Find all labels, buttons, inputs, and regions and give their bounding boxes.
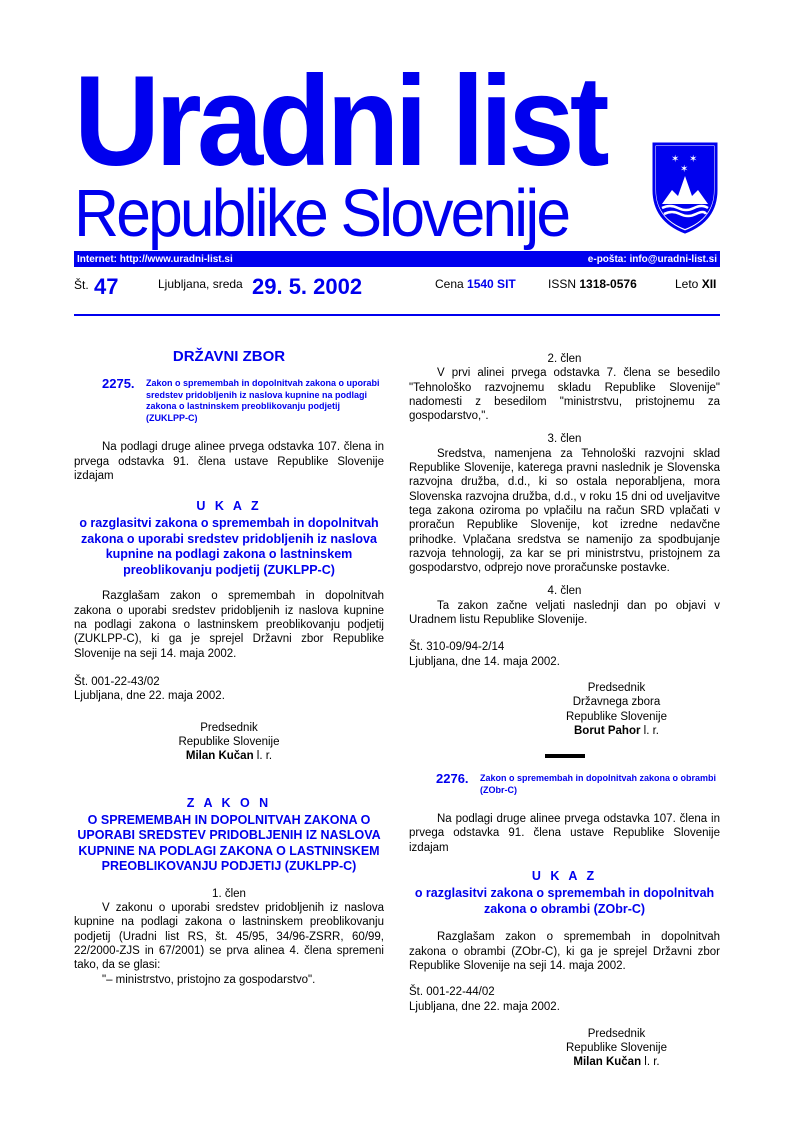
decree-subheading: o razglasitvi zakona o spremembah in dopolnitvah zakona o uporabi sredstev pridobljenih iz naslova kupnine na podlagi zakona o lastninskem preoblikovanju podjetij (ZUKLPP-C) [79, 516, 379, 577]
masthead-title: Uradni list [74, 50, 605, 193]
issue-st-label: Št. [74, 278, 89, 292]
header-divider [74, 314, 720, 316]
signature-suffix: l. r. [253, 750, 273, 763]
signature-name: Borut Pahor [574, 724, 641, 737]
coat-of-arms-icon [650, 140, 720, 234]
decree-heading: U K A Z [196, 499, 262, 514]
proclamation-paragraph: Razglašam zakon o spremembah in dopolnitvah zakona o uporabi sredstev pridobljenih iz naslova kupnine na podlagi zakona o lastninskem preoblikovanju podjetij (ZUKLPP-C), ki ga je sprejel Državni zbor Republike Slovenije na seji 14. maja 2002. [74, 590, 384, 660]
act-heading [409, 771, 720, 796]
signature-block [74, 721, 384, 764]
issn-label: ISSN [548, 277, 577, 291]
email-link[interactable]: e-pošta: info@uradni-list.si [587, 253, 717, 265]
reference-number: Št. 310-09/94-2/14 [409, 641, 505, 654]
reference-date: Ljubljana, dne 14. maja 2002. [409, 655, 560, 668]
law-subheading: O SPREMEMBAH IN DOPOLNITVAH ZAKONA O UPORABI SREDSTEV PRIDOBLJENIH IZ NASLOVA KUPNINE NA PODLAGI ZAKONA O LASTNINSKEM PREOBLIKOVANJU PODJETIJ (ZUKLPP-C) [77, 812, 381, 874]
issue-place-day: Ljubljana, sreda [158, 277, 243, 291]
act-title: Zakon o spremembah in dopolnitvah zakona o uporabi sredstev pridobljenih iz naslova kupnine na podlagi zakona o lastninskem preoblikovanju podjetij (ZUKLPP-C) [146, 378, 380, 423]
issue-number: 47 [94, 274, 119, 299]
article-3-text: Sredstva, namenjena za Tehnološki razvojni sklad Republike Slovenije, katerega pravni naslednik je Slovenska razvojna družba, d.d., ki so ostala neporabljena, mora Slovenska razvojna družba, d.d., v roku 15 dni od uveljavitve tega zakona oziroma po vplačilu na račun SRD vplačati v proračun Republike Slovenije, kot izredne nedavčne prihodke. Vplačana sredstva se namenijo za spodbujanje razvoja tehnologij, za kar se pri ministrstvu, pristojnem za gospodarstvo, odprejo nove proračunske postavke. [409, 447, 720, 575]
signature-suffix: l. r. [641, 1056, 660, 1069]
act-number: 2275. [102, 376, 135, 392]
article-4-heading: 4. člen [547, 585, 582, 598]
signature-office: Republike Slovenije [565, 1042, 667, 1055]
article-2-heading: 2. člen [547, 353, 582, 365]
article-2-text: V prvi alinei prvega odstavka 7. člena se besedilo "Tehnološko razvojnemu skladu Republike Slovenije" nadomesti z besedilom "ministrstvu, pristojnemu za gospodarstvo,". [409, 367, 720, 423]
issue-line [74, 270, 720, 304]
signature-office: Državnega zbora [572, 696, 661, 709]
issn-value: 1318-0576 [579, 277, 637, 291]
decree-subheading: o razglasitvi zakona o spremembah in dopolnitvah zakona o obrambi (ZObr-C) [414, 886, 715, 916]
signature-block [513, 1027, 720, 1070]
price-label: Cena [435, 277, 464, 291]
year-value: XII [701, 277, 717, 291]
article-4-text: Ta zakon začne veljati naslednji dan po objavi v Uradnem listu Republike Slovenije. [409, 599, 720, 627]
article-3-heading: 3. člen [547, 433, 582, 446]
proclamation-paragraph: Razglašam zakon o spremembah in dopolnitvah zakona o obrambi (ZObr-C), ki ga je sprejel Državni zbor Republike Slovenije na seji 14. maja 2002. [409, 931, 720, 972]
signature-title: Predsednik [200, 721, 258, 734]
reference-date: Ljubljana, dne 22. maja 2002. [74, 690, 225, 703]
price-value: 1540 SIT [467, 277, 516, 291]
intro-paragraph: Na podlagi druge alinee prvega odstavka 107. člena in prvega odstavka 91. člena ustave Republike Slovenije izdajam [409, 813, 720, 854]
decree-heading: U K A Z [531, 869, 598, 884]
act-number: 2276. [436, 771, 469, 787]
article-1-heading: 1. člen [212, 887, 246, 900]
url-bar [74, 251, 720, 267]
left-column [74, 330, 384, 987]
internet-link[interactable]: Internet: http://www.uradni-list.si [77, 253, 233, 265]
act-heading [74, 376, 384, 424]
signature-office: Republike Slovenije [178, 735, 280, 748]
signature-block [513, 681, 720, 738]
act-divider [545, 754, 585, 758]
intro-paragraph: Na podlagi druge alinee prvega odstavka 107. člena in prvega odstavka 91. člena ustave Republike Slovenije izdajam [74, 441, 384, 482]
right-column [409, 330, 720, 1070]
article-1-quote: "– ministrstvo, pristojno za gospodarstvo". [102, 973, 316, 986]
section-heading: DRŽAVNI ZBOR [172, 348, 286, 365]
masthead-subtitle: Republike Slovenije [74, 176, 569, 251]
svg-text:✶: ✶ [680, 164, 689, 175]
signature-title: Predsednik [587, 681, 646, 694]
signature-name: Milan Kučan [573, 1056, 642, 1069]
signature-name: Milan Kučan [185, 750, 254, 763]
reference-number: Št. 001-22-43/02 [74, 675, 160, 688]
article-1-text: V zakonu o uporabi sredstev pridobljenih iz naslova kupnine na podlagi zakona o lastninskem preoblikovanju podjetij (Uradni list RS, št. 45/95, 34/96-ZSRR, 60/99, 22/2000-ZJS in 67/2001) se prva alinea 4. člena spremeni tako, da se glasi: [74, 902, 384, 972]
svg-text:✶: ✶ [671, 154, 680, 165]
signature-suffix: l. r. [640, 724, 659, 737]
act-title: Zakon o spremembah in dopolnitvah zakona o obrambi (ZObr-C) [480, 773, 717, 795]
issue-date: 29. 5. 2002 [252, 274, 363, 299]
law-heading: Z A K O N [186, 796, 272, 811]
signature-office-country: Republike Slovenije [565, 710, 667, 723]
signature-title: Predsednik [587, 1027, 646, 1040]
reference-date: Ljubljana, dne 22. maja 2002. [409, 1000, 560, 1013]
year-label: Leto [675, 277, 699, 291]
reference-number: Št. 001-22-44/02 [409, 986, 495, 999]
svg-text:✶: ✶ [689, 154, 698, 165]
